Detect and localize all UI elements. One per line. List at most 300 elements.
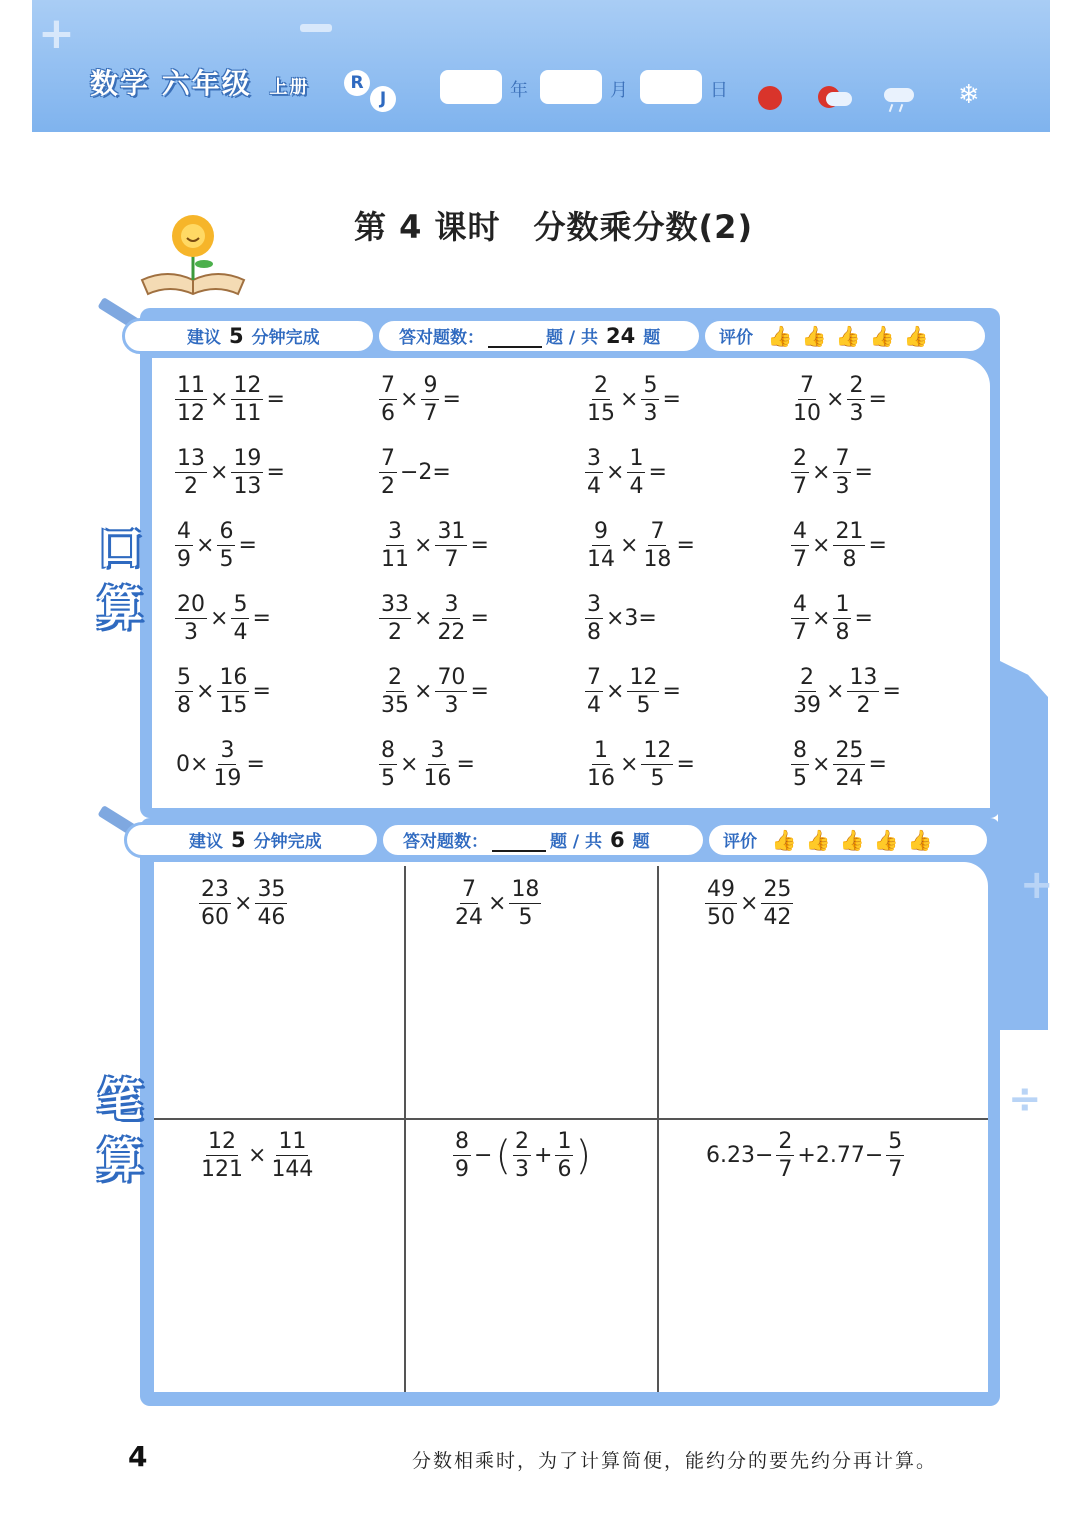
month-label: 月 [610, 80, 628, 101]
numerator: 7 [462, 877, 476, 902]
math-operator: 0× [176, 752, 209, 777]
numerator: 4 [793, 519, 807, 544]
fraction [555, 1128, 573, 1183]
denominator: 5 [793, 766, 807, 791]
numerator: 3 [587, 446, 601, 471]
math-operator: × [812, 606, 831, 631]
thumbs-up-icon[interactable]: 👍 [903, 324, 929, 348]
divide-decoration-icon: ÷ [1008, 1076, 1042, 1122]
fraction [513, 1128, 531, 1183]
denominator: 3 [643, 401, 658, 426]
numerator: 7 [587, 665, 601, 690]
math-operator: = [238, 533, 257, 558]
numerator: 2 [849, 373, 864, 398]
math-operator: = [266, 460, 285, 485]
fraction [421, 372, 439, 427]
fraction [379, 737, 397, 792]
denominator: 42 [763, 905, 792, 930]
math-operator: 6.23− [706, 1143, 774, 1168]
fraction [585, 518, 617, 573]
oral-problem [378, 372, 463, 427]
oral-problem [174, 372, 287, 427]
rating-label: 评价 [719, 328, 753, 348]
fraction [175, 445, 207, 500]
lesson-title: 第 4 课时 分数乘分数(2) [354, 208, 754, 246]
total-count: 24 [606, 324, 636, 348]
thumbs-up-icon[interactable]: 👍 [767, 324, 793, 348]
math-operator: × [826, 387, 845, 412]
numerator: 25 [763, 877, 792, 902]
math-operator: = [882, 679, 901, 704]
fraction [435, 664, 467, 719]
fraction [791, 591, 809, 646]
oral-problem [790, 518, 889, 573]
denominator: 7 [444, 547, 459, 572]
math-operator: = [648, 460, 667, 485]
year-label: 年 [510, 80, 528, 101]
math-operator: = [456, 752, 475, 777]
denominator: 5 [636, 693, 651, 718]
math-operator: × [812, 460, 831, 485]
written-label-char: 算 [97, 1133, 143, 1187]
numerator: 70 [437, 665, 466, 690]
oral-problem [790, 372, 889, 427]
fraction [509, 876, 541, 931]
thumbs-up-icon[interactable]: 👍 [869, 324, 895, 348]
grid-divider [404, 866, 406, 1392]
suggest-prefix: 建议 [187, 328, 221, 348]
written-panel [154, 862, 988, 1392]
denominator: 8 [835, 620, 850, 645]
math-operator: × [606, 460, 625, 485]
oral-problem [790, 591, 875, 646]
day-input[interactable] [640, 70, 702, 104]
suggest-prefix: 建议 [189, 832, 223, 852]
suggest-suffix: 分钟完成 [253, 832, 322, 852]
fraction [585, 664, 603, 719]
math-operator: = [868, 533, 887, 558]
oral-problem [174, 737, 267, 792]
numerator: 18 [511, 877, 540, 902]
fraction [791, 518, 809, 573]
numerator: 9 [423, 373, 438, 398]
fraction [217, 664, 249, 719]
numerator: 16 [219, 665, 248, 690]
denominator: 3 [515, 1157, 530, 1182]
oral-problem [584, 737, 697, 792]
oral-label-char: 算 [97, 581, 143, 635]
fraction [833, 445, 851, 500]
denominator: 4 [587, 474, 601, 499]
parenthesis: ) [575, 1132, 592, 1179]
fraction [379, 518, 411, 573]
math-operator: = [868, 752, 887, 777]
numerator: 31 [437, 519, 466, 544]
denominator: 15 [219, 693, 248, 718]
numerator: 1 [835, 592, 850, 617]
cloudy-icon[interactable] [818, 86, 840, 108]
written-problem [452, 876, 542, 931]
numerator: 5 [643, 373, 658, 398]
numerator: 3 [587, 592, 601, 617]
denominator: 2 [856, 693, 871, 718]
math-operator: = [854, 606, 873, 631]
grade-label: 六年级 [161, 67, 252, 100]
fraction [199, 876, 231, 931]
written-rating-pill [706, 822, 990, 858]
fraction [791, 737, 809, 792]
numerator: 6 [219, 519, 234, 544]
fraction [175, 664, 193, 719]
page-number: 4 [128, 1440, 148, 1473]
math-operator: × [414, 533, 433, 558]
grid-divider [657, 866, 659, 1392]
math-operator: + [534, 1143, 553, 1168]
fraction [453, 1128, 471, 1183]
math-operator: = [442, 387, 461, 412]
fraction [435, 518, 467, 573]
thumbs-up-icon[interactable]: 👍 [835, 324, 861, 348]
oral-suggest-pill [122, 318, 376, 354]
oral-problem [174, 445, 287, 500]
oral-problem [790, 664, 903, 719]
denominator: 7 [793, 474, 807, 499]
math-operator: = [252, 606, 271, 631]
written-label [92, 1070, 148, 1190]
numerator: 8 [381, 738, 395, 763]
oral-problem [378, 737, 477, 792]
numerator: 4 [793, 592, 807, 617]
flower-book-icon [138, 210, 248, 302]
oral-problem [584, 664, 683, 719]
math-operator: × [488, 891, 507, 916]
fraction [175, 372, 207, 427]
written-info-bar [124, 822, 994, 860]
fraction [421, 737, 453, 792]
numerator: 21 [835, 519, 864, 544]
numerator: 2 [800, 665, 814, 690]
denominator: 10 [793, 401, 821, 426]
oral-rating-pill [702, 318, 988, 354]
fraction [217, 518, 235, 573]
fraction [585, 737, 617, 792]
snow-icon[interactable]: ❄ [958, 80, 980, 110]
denominator: 3 [184, 620, 198, 645]
denominator: 13 [233, 474, 262, 499]
denominator: 5 [381, 766, 395, 791]
denominator: 35 [381, 693, 409, 718]
oral-problem [790, 445, 875, 500]
rainy-icon[interactable] [884, 86, 908, 110]
oral-problem [174, 591, 273, 646]
thumbs-up-icon[interactable]: 👍 [907, 828, 933, 852]
math-operator: − [474, 1143, 493, 1168]
math-operator: × [400, 752, 419, 777]
fraction [585, 591, 603, 646]
denominator: 60 [201, 905, 229, 930]
numerator: 5 [233, 592, 248, 617]
numerator: 13 [177, 446, 205, 471]
numerator: 7 [650, 519, 665, 544]
math-operator: × [248, 1143, 267, 1168]
denominator: 8 [842, 547, 857, 572]
math-operator: × [196, 679, 215, 704]
denominator: 5 [219, 547, 234, 572]
math-operator: = [662, 679, 681, 704]
thumbs-up-icon[interactable]: 👍 [801, 324, 827, 348]
oral-label [92, 518, 148, 638]
math-operator: = [266, 387, 285, 412]
numerator: 12 [643, 738, 672, 763]
numerator: 3 [388, 519, 402, 544]
oral-problem [790, 737, 889, 792]
oral-info-bar [122, 318, 992, 356]
grid-divider [154, 1118, 988, 1120]
denominator: 24 [455, 905, 483, 930]
numerator: 7 [835, 446, 850, 471]
math-operator: × [210, 606, 229, 631]
math-operator: × [812, 752, 831, 777]
numerator: 11 [278, 1129, 307, 1154]
math-operator: × [210, 387, 229, 412]
written-score-pill [380, 822, 706, 858]
denominator: 7 [793, 547, 807, 572]
fraction [886, 1128, 904, 1183]
written-problem [198, 876, 288, 931]
denominator: 5 [518, 905, 533, 930]
correct-prefix: 答对题数： [403, 832, 488, 852]
oral-problem [174, 518, 259, 573]
denominator: 12 [177, 401, 205, 426]
fraction [175, 518, 193, 573]
denominator: 6 [557, 1157, 572, 1182]
day-label: 日 [710, 80, 728, 101]
fraction [231, 445, 263, 500]
oral-problem [378, 445, 453, 500]
denominator: 46 [257, 905, 286, 930]
numerator: 11 [177, 373, 205, 398]
math-operator: = [470, 679, 489, 704]
numerator: 8 [793, 738, 807, 763]
written-problem [704, 876, 794, 931]
fraction [641, 518, 673, 573]
math-operator: = [662, 387, 681, 412]
plus-decoration-icon: + [38, 8, 75, 59]
denominator: 8 [177, 693, 191, 718]
book-title [90, 62, 310, 102]
fraction [585, 445, 603, 500]
page-tab [998, 660, 1048, 1030]
correct-count-input[interactable] [492, 832, 546, 852]
numerator: 1 [629, 446, 644, 471]
total-count: 6 [610, 828, 625, 852]
fraction [847, 664, 879, 719]
math-operator: × [196, 533, 215, 558]
parenthesis: ( [495, 1132, 512, 1179]
numerator: 20 [177, 592, 205, 617]
numerator: 7 [381, 373, 395, 398]
math-operator: × [812, 533, 831, 558]
numerator: 13 [849, 665, 878, 690]
thumbs-up-icon[interactable]: 👍 [873, 828, 899, 852]
numerator: 3 [444, 592, 459, 617]
correct-suffix: 题 [643, 328, 661, 348]
fraction [255, 876, 287, 931]
math-operator: × [414, 679, 433, 704]
correct-mid: 题 / 共 [550, 832, 603, 852]
thumbs-up-icon[interactable]: 👍 [839, 828, 865, 852]
month-input[interactable] [540, 70, 602, 104]
denominator: 7 [778, 1157, 793, 1182]
numerator: 7 [800, 373, 814, 398]
numerator: 12 [629, 665, 658, 690]
year-input[interactable] [440, 70, 502, 104]
math-operator: × [606, 679, 625, 704]
fraction [175, 591, 207, 646]
thumbs-up-icon[interactable]: 👍 [771, 828, 797, 852]
denominator: 6 [381, 401, 395, 426]
oral-problem [378, 591, 491, 646]
denominator: 18 [643, 547, 672, 572]
math-operator: = [854, 460, 873, 485]
numerator: 1 [594, 738, 608, 763]
oral-problem [584, 372, 683, 427]
numerator: 1 [557, 1129, 572, 1154]
fraction [269, 1128, 315, 1183]
denominator: 7 [423, 401, 438, 426]
fraction [379, 372, 397, 427]
denominator: 11 [381, 547, 409, 572]
numerator: 12 [233, 373, 262, 398]
denominator: 5 [650, 766, 665, 791]
numerator: 23 [201, 877, 229, 902]
math-operator: = [868, 387, 887, 412]
denominator: 4 [233, 620, 248, 645]
math-operator: × [620, 752, 639, 777]
denominator: 121 [201, 1157, 243, 1182]
fraction [211, 737, 243, 792]
correct-mid: 题 / 共 [546, 328, 599, 348]
fraction [231, 372, 263, 427]
denominator: 7 [888, 1157, 903, 1182]
denominator: 4 [587, 693, 601, 718]
denominator: 2 [388, 620, 402, 645]
numerator: 2 [594, 373, 608, 398]
denominator: 9 [177, 547, 191, 572]
fraction [379, 591, 411, 646]
denominator: 7 [793, 620, 807, 645]
numerator: 2 [388, 665, 402, 690]
numerator: 4 [177, 519, 191, 544]
math-operator: × [740, 891, 759, 916]
math-operator: = [676, 752, 695, 777]
oral-problem [584, 445, 669, 500]
denominator: 11 [233, 401, 262, 426]
oral-problem [378, 518, 491, 573]
numerator: 35 [257, 877, 286, 902]
numerator: 2 [778, 1129, 793, 1154]
denominator: 16 [587, 766, 615, 791]
fraction [627, 664, 659, 719]
fraction [453, 876, 485, 931]
fraction [791, 445, 809, 500]
numerator: 7 [381, 446, 395, 471]
fraction [199, 1128, 245, 1183]
fraction [791, 372, 823, 427]
denominator: 24 [835, 766, 864, 791]
footer-tip: 分数相乘时，为了计算简便，能约分的要先约分再计算。 [412, 1450, 938, 1472]
oral-score-pill [376, 318, 702, 354]
numerator: 2 [515, 1129, 530, 1154]
numerator: 3 [430, 738, 445, 763]
denominator: 2 [184, 474, 198, 499]
fraction [641, 372, 659, 427]
numerator: 3 [220, 738, 235, 763]
denominator: 22 [437, 620, 466, 645]
minus-decoration-icon [300, 24, 332, 32]
math-operator: = [252, 679, 271, 704]
edition-r-badge: R [344, 70, 370, 96]
oral-label-char: 口 [97, 521, 143, 575]
rating-label: 评价 [723, 832, 757, 852]
written-problem [452, 1128, 592, 1183]
fraction [627, 445, 645, 500]
written-label-char: 笔 [97, 1073, 143, 1127]
denominator: 19 [213, 766, 242, 791]
math-operator: −2= [400, 460, 451, 485]
oral-problem [378, 664, 491, 719]
numerator: 8 [455, 1129, 469, 1154]
fraction [847, 372, 865, 427]
numerator: 33 [381, 592, 409, 617]
correct-count-input[interactable] [488, 328, 542, 348]
numerator: 5 [888, 1129, 903, 1154]
suggest-minutes: 5 [231, 828, 246, 852]
denominator: 50 [707, 905, 735, 930]
math-operator: × [210, 460, 229, 485]
math-operator: × [400, 387, 419, 412]
written-suggest-pill [124, 822, 380, 858]
denominator: 39 [793, 693, 821, 718]
denominator: 4 [629, 474, 644, 499]
plus-decoration-icon: + [1020, 862, 1054, 908]
correct-prefix: 答对题数： [399, 328, 484, 348]
denominator: 16 [423, 766, 452, 791]
math-operator: = [470, 533, 489, 558]
fraction [379, 664, 411, 719]
denominator: 3 [444, 693, 459, 718]
math-operator: = [246, 752, 265, 777]
denominator: 9 [455, 1157, 469, 1182]
fraction [776, 1128, 794, 1183]
numerator: 49 [707, 877, 735, 902]
math-operator: × [620, 387, 639, 412]
fraction [231, 591, 249, 646]
denominator: 2 [381, 474, 395, 499]
math-operator: ×3= [606, 606, 657, 631]
thumbs-up-icon[interactable]: 👍 [805, 828, 831, 852]
fraction [641, 737, 673, 792]
oral-problem [174, 664, 273, 719]
suggest-suffix: 分钟完成 [251, 328, 320, 348]
math-operator: × [234, 891, 253, 916]
fraction [833, 518, 865, 573]
sunny-icon[interactable] [758, 86, 782, 110]
fraction [791, 664, 823, 719]
written-problem [198, 1128, 316, 1183]
oral-problem [584, 518, 697, 573]
numerator: 19 [233, 446, 262, 471]
